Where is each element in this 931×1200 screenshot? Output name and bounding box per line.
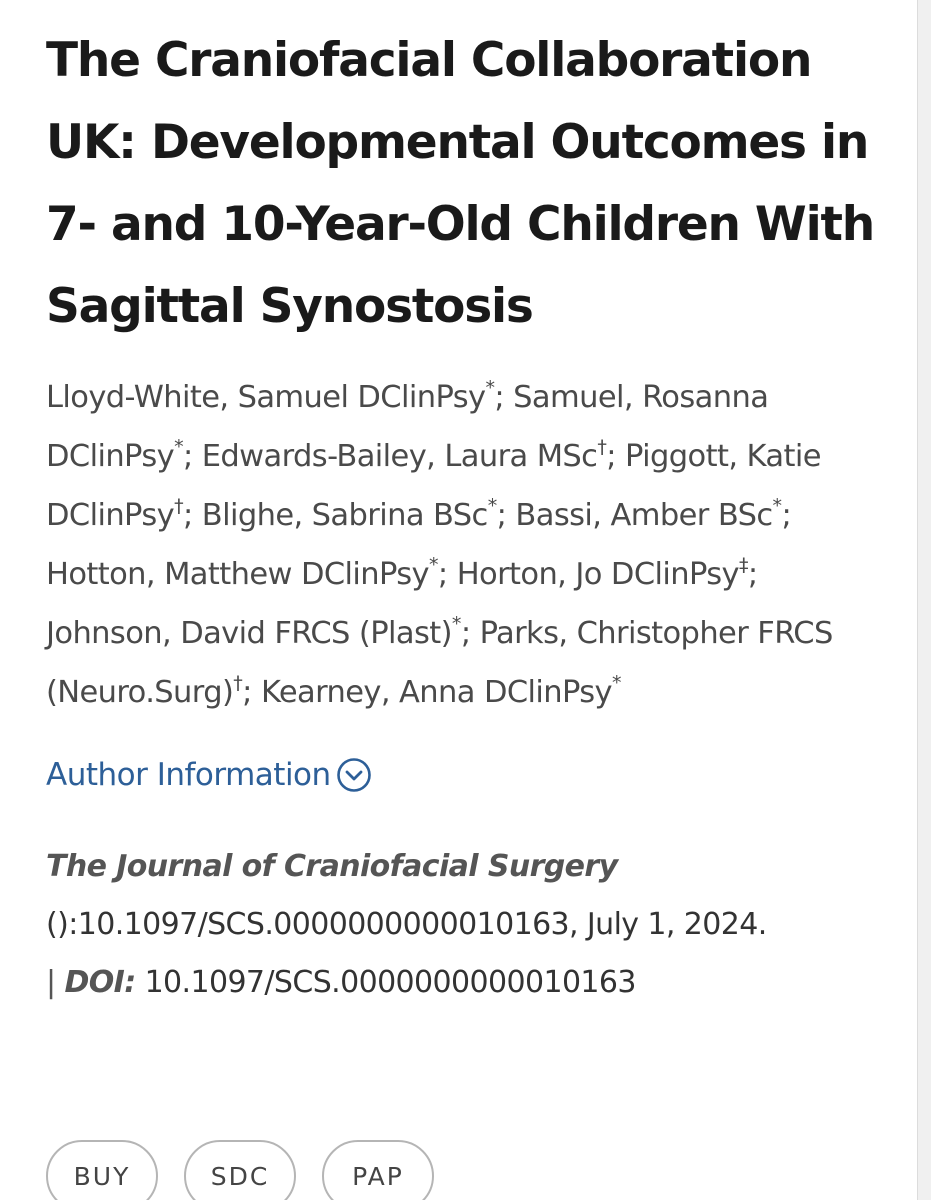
article-header [46, 20, 886, 1012]
affiliation-mark: * [485, 376, 495, 399]
citation-block [46, 838, 886, 1012]
author-name[interactable]: Blighe, Sabrina BSc [201, 498, 488, 533]
author-name[interactable]: Johnson, David FRCS (Plast) [46, 616, 452, 651]
sdc-button[interactable]: SDC [184, 1140, 296, 1200]
author-name[interactable]: Lloyd-White, Samuel DClinPsy [46, 380, 486, 415]
article-title: The Craniofacial Collaboration UK: Developmental Outcomes in 7- and 10-Year-Old Children With Sagittal Synostosis [46, 33, 875, 334]
author-information-label: Author Information [46, 757, 331, 793]
affiliation-mark: * [451, 612, 461, 635]
affiliation-mark: † [174, 494, 183, 517]
chevron-down-circle-icon [335, 756, 373, 794]
doi-label: DOI: [64, 965, 136, 1000]
author-name[interactable]: Kearney, Anna DClinPsy [260, 675, 612, 710]
affiliation-mark: * [174, 435, 183, 458]
article-actions [46, 1140, 434, 1200]
affiliation-mark: † [597, 435, 607, 458]
author-name[interactable]: Horton, Jo DClinPsy [456, 557, 739, 592]
author-information-toggle[interactable] [46, 756, 886, 794]
author-name[interactable]: Edwards-Bailey, Laura MSc [201, 439, 598, 474]
pap-button[interactable]: PAP [322, 1140, 434, 1200]
author-name[interactable]: Parks, Christopher FRCS (Neuro.Surg) [46, 616, 833, 710]
author-name[interactable]: Samuel, Rosanna DClinPsy [46, 380, 769, 474]
affiliation-mark: * [772, 494, 782, 517]
author-name[interactable]: Bassi, Amber BSc [515, 498, 773, 533]
citation-detail: ():10.1097/SCS.0000000000010163, July 1, 2024. [46, 907, 767, 942]
affiliation-mark: * [429, 553, 438, 576]
affiliation-mark: * [487, 494, 497, 517]
buy-button[interactable]: BUY [46, 1140, 158, 1200]
scrollbar-rail[interactable] [917, 0, 931, 1200]
journal-name[interactable]: The Journal of Craniofacial Surgery [46, 849, 618, 884]
author-name[interactable]: Hotton, Matthew DClinPsy [46, 557, 430, 592]
affiliation-mark: ‡ [739, 553, 748, 576]
author-list: Lloyd-White, Samuel DClinPsy*; Samuel, Rosanna DClinPsy*; Edwards-Bailey, Laura MSc†; Piggott, Katie DClinPsy†; Blighe, Sabrina BSc*; Bassi, Amber BSc*; Hotton, Matthew DClinPsy*; Horton, Jo DClinPsy‡; Johnson, David FRCS (Plast)*; Parks, Christopher FRCS (Neuro.Surg)†; Kearney, Anna DClinPsy* [46, 376, 833, 710]
doi-value[interactable]: 10.1097/SCS.0000000000010163 [144, 965, 636, 1000]
author-name[interactable]: Piggott, Katie DClinPsy [46, 439, 821, 533]
citation-separator: | [46, 965, 56, 1000]
affiliation-mark: * [612, 671, 621, 694]
affiliation-mark: † [233, 671, 243, 694]
